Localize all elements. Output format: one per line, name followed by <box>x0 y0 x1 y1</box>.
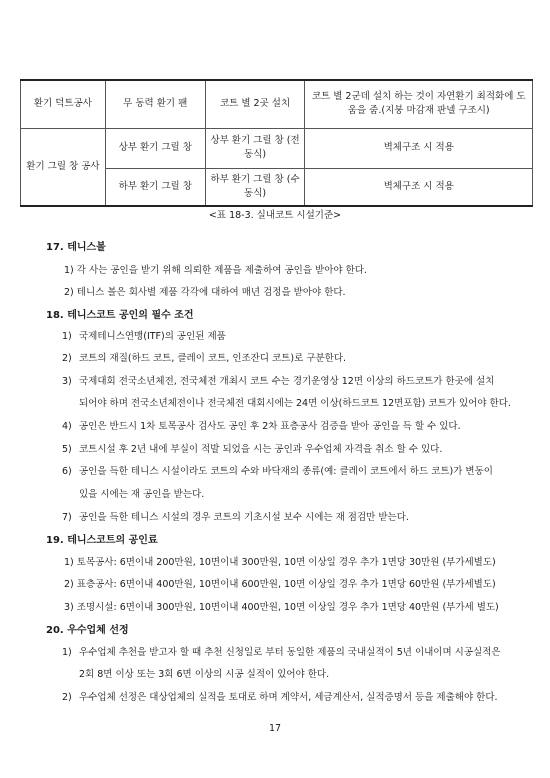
section-title: 20. 우수업체 선정 <box>46 625 129 636</box>
table-cell: 상부 환기 그릴 창 (전동식) <box>205 128 305 168</box>
list-item: 2) 테니스 볼은 회사별 제품 각각에 대하여 매년 검정을 받아야 한다. <box>64 287 346 298</box>
table-cell: 하부 환기 그릴 창 <box>105 168 205 206</box>
list-item <box>62 463 493 477</box>
section-title: 19. 테니스코트의 공인료 <box>46 535 158 546</box>
list-item <box>62 350 346 364</box>
facility-standards-table <box>20 79 533 207</box>
item-number: 1) <box>62 331 72 342</box>
list-item: 1) 각 사는 공인을 받기 위해 의뢰한 제품을 제출하여 공인을 받아야 한다. <box>64 265 367 276</box>
item-text: 국제대회 전국소년체전, 전국체전 개최시 코트 수는 경기운영상 12면 이상의 하드코트가 한곳에 설치 <box>79 376 495 387</box>
list-item: 3) 조명시설: 6면이내 300만원, 10면이내 400만원, 10면 이상일 경우 추가 1면당 40만원 (부가세 별도) <box>64 602 499 613</box>
table-row <box>21 128 533 168</box>
item-continuation: 2회 8면 이상 또는 3회 6면 이상의 시공 실적이 있어야 한다. <box>79 669 330 680</box>
item-text: 국제테니스연맹(ITF)의 공인된 제품 <box>79 331 226 342</box>
item-continuation: 있을 시에는 재 공인을 받는다. <box>79 489 205 500</box>
item-number: 4) <box>62 421 72 432</box>
list-item: 1) 토목공사: 6면이내 200만원, 10면이내 300만원, 10면 이상일 경우 추가 1면당 30만원 (부가세별도) <box>64 557 496 568</box>
table-group-label: 환기 그릴 창 공사 <box>21 128 106 206</box>
item-text: 코트의 재질(하드 코트, 클레이 코트, 인조잔디 코트)로 구분한다. <box>79 353 347 364</box>
list-item: 2) 표층공사: 6면이내 400만원, 10면이내 600만원, 10면 이상일 경우 추가 1면당 60만원 (부가세별도) <box>64 579 496 590</box>
list-item <box>62 689 498 703</box>
item-number: 7) <box>62 512 72 523</box>
item-text: 코트시설 후 2년 내에 부실이 적발 되었을 시는 공인과 우수업체 자격을 취소 할 수 있다. <box>79 444 443 455</box>
item-text: 공인을 득한 테니스 시설이라도 코트의 수와 바닥재의 종류(예: 클레이 코트에서 하드 코트)가 변동이 <box>79 466 493 477</box>
item-text: 공인을 득한 테니스 시설의 경우 코트의 기초시설 보수 시에는 재 점검만 받는다. <box>79 512 409 523</box>
table-cell: 벽체구조 시 적용 <box>305 168 533 206</box>
table-row <box>21 80 533 128</box>
table-caption: <표 18-3. 실내코트 시설기준> <box>208 210 342 221</box>
table-cell: 상부 환기 그릴 창 <box>105 128 205 168</box>
table-cell: 무 동력 환기 팬 <box>105 80 205 128</box>
item-number: 5) <box>62 444 72 455</box>
item-text: 공인은 반드시 1차 토목공사 검사도 공인 후 2차 표층공사 검증을 받아 공인을 득 할 수 있다. <box>79 421 461 432</box>
item-number: 3) <box>62 376 72 387</box>
table-cell: 벽체구조 시 적용 <box>305 128 533 168</box>
table-cell: 하부 환기 그릴 창 (수동식) <box>205 168 305 206</box>
section-title: 18. 테니스코트 공인의 필수 조건 <box>46 310 194 321</box>
item-text: 우수업체 추천을 받고자 할 때 추천 신청일로 부터 동일한 제품의 국내실적이 5년 이내이며 시공실적은 <box>79 647 501 658</box>
item-number: 6) <box>62 466 72 477</box>
section-title: 17. 테니스볼 <box>46 242 106 253</box>
page-number: 17 <box>268 723 282 734</box>
list-item <box>62 441 442 455</box>
item-number: 2) <box>62 692 72 703</box>
list-item <box>62 328 226 342</box>
item-continuation: 되어야 하며 전국소년체전이나 전국체전 대회시에는 24면 이상(하드코트 12면포함) 코트가 있어야 한다. <box>79 398 511 409</box>
list-item <box>62 509 409 523</box>
item-number: 2) <box>62 353 72 364</box>
list-item <box>62 373 494 387</box>
item-text: 우수업체 선정은 대상업체의 실적을 토대로 하며 계약서, 세금계산서, 실적증명서 등을 제출해야 한다. <box>79 692 498 703</box>
item-number: 1) <box>62 647 72 658</box>
table-cell: 코트 별 2곳 설치 <box>205 80 305 128</box>
list-item <box>62 418 461 432</box>
table-cell: 코트 별 2군데 설치 하는 것이 자연환기 최적화에 도움을 줌.(지붕 마감재 판넬 구조시) <box>305 80 533 128</box>
table-cell: 환기 덕트공사 <box>21 80 106 128</box>
list-item <box>62 644 501 658</box>
